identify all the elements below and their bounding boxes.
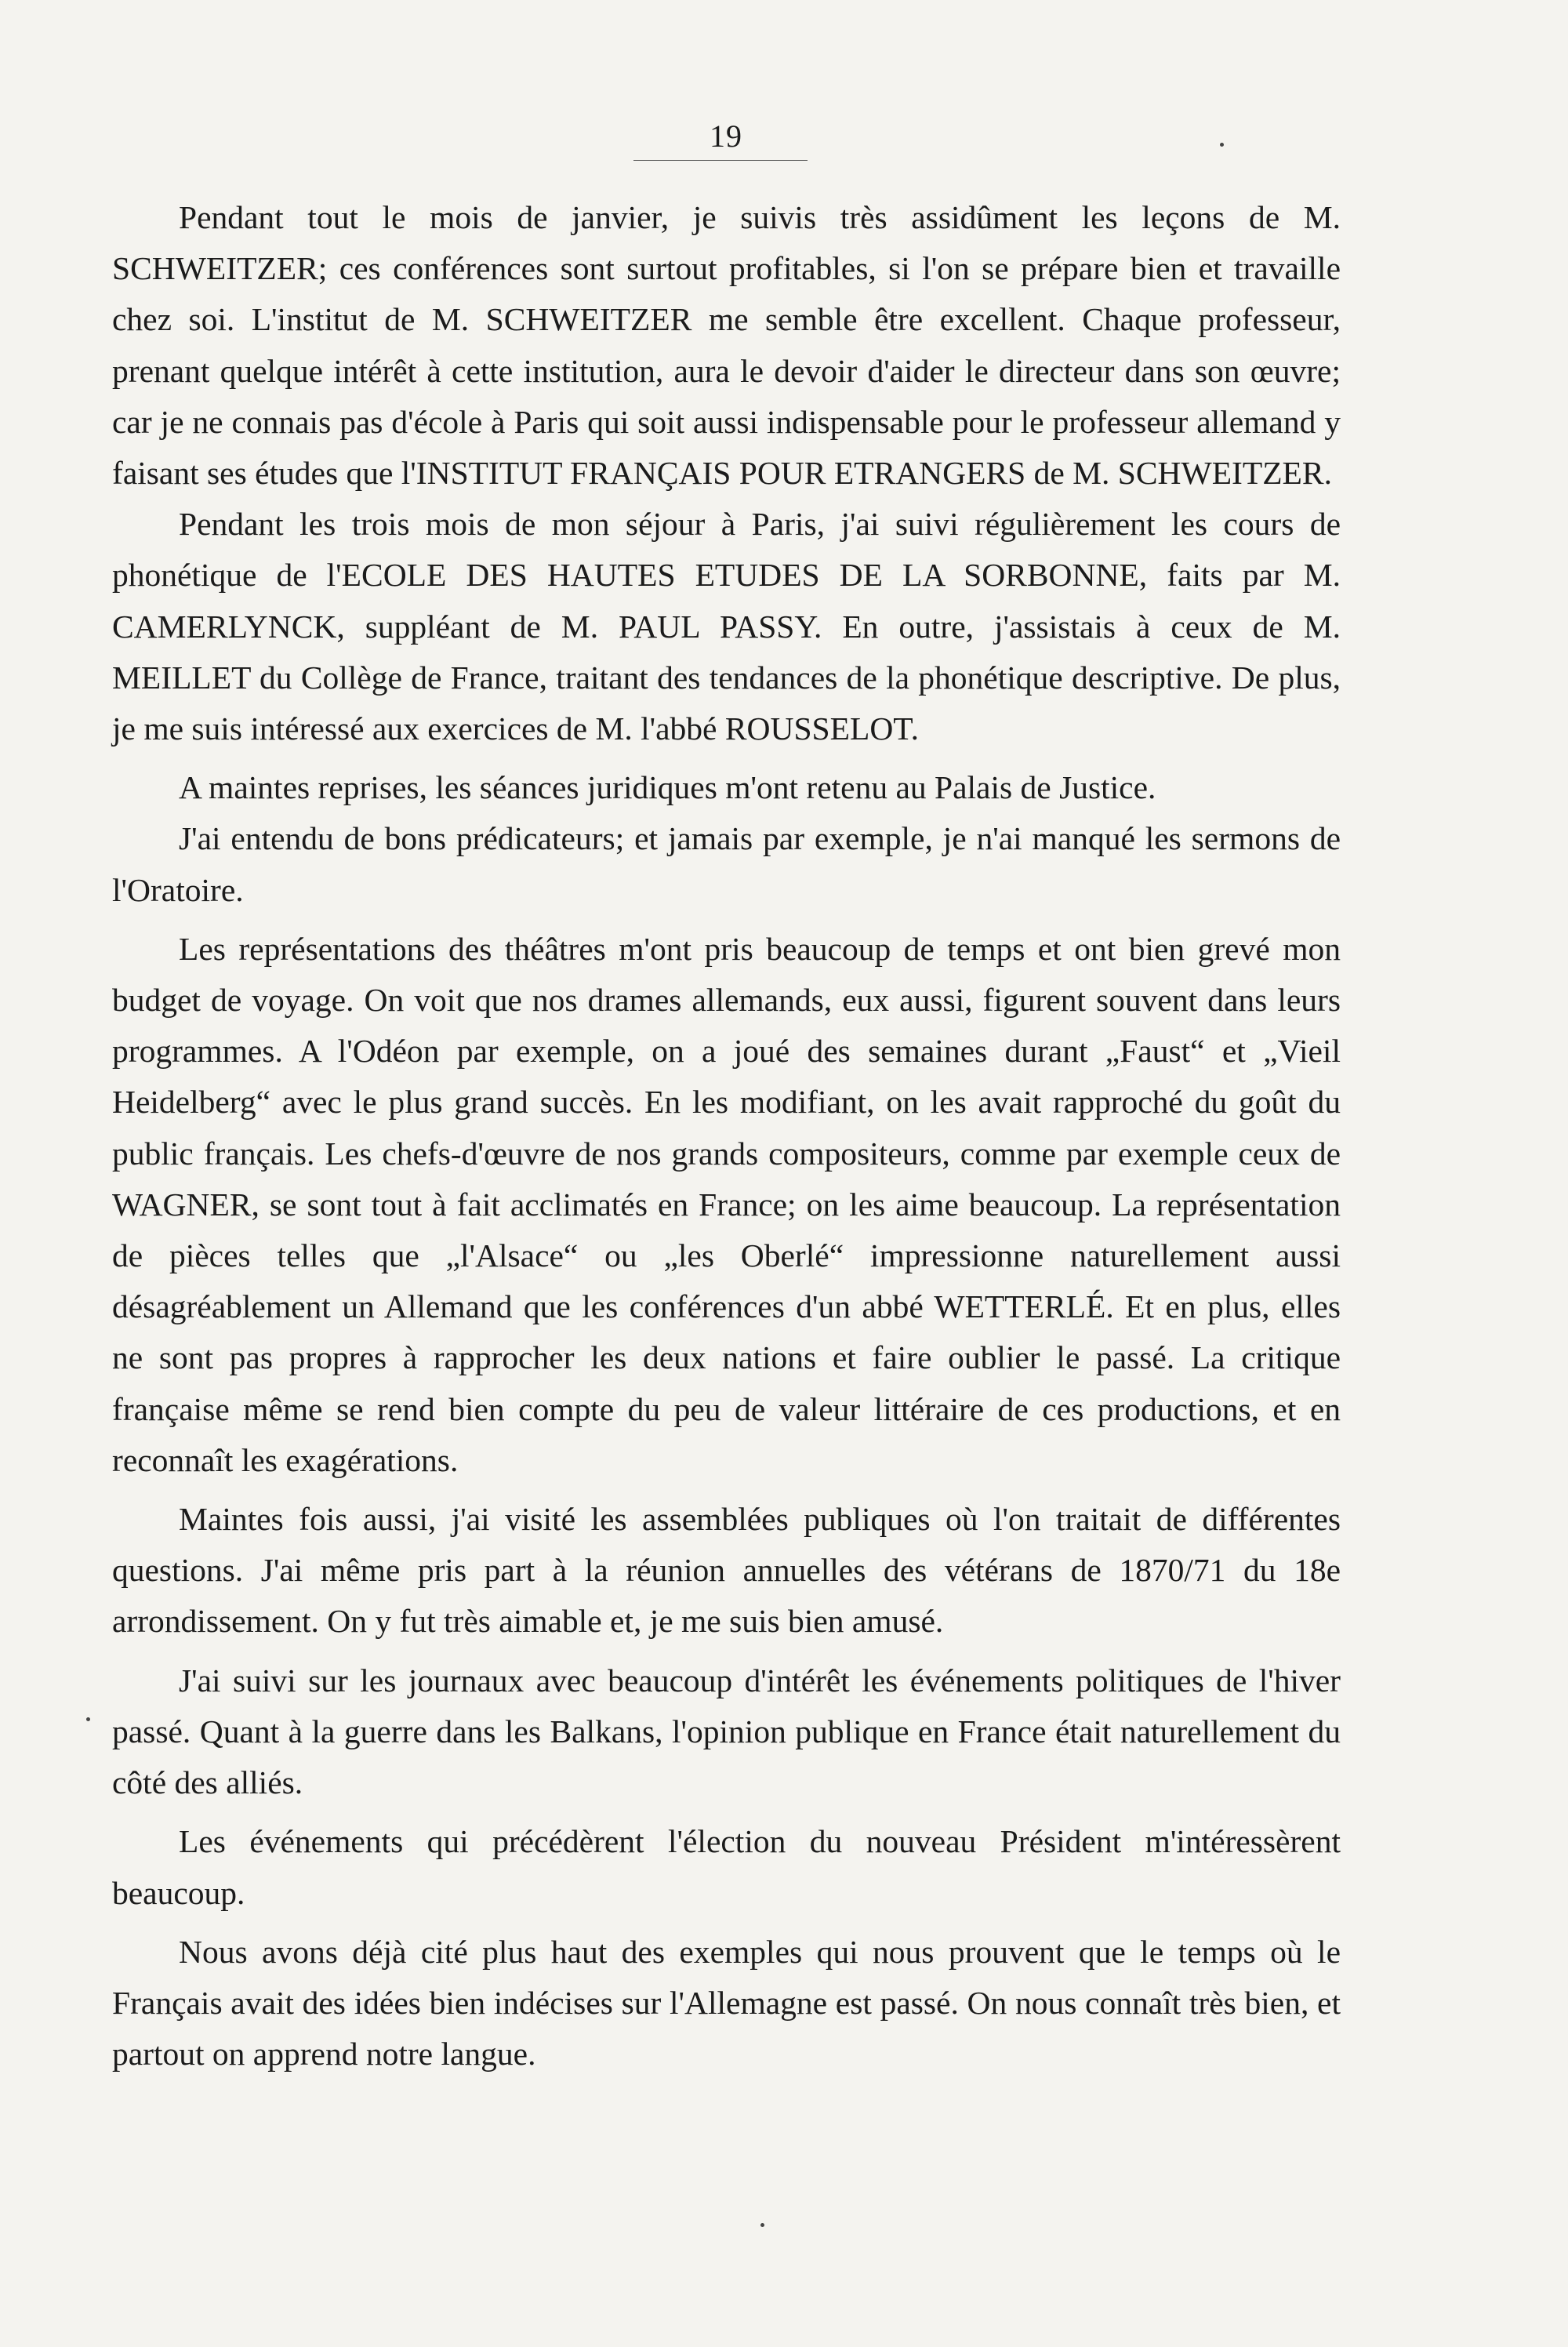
paragraph: Nous avons déjà cité plus haut des exemples qui nous prouvent que le temps où le Français avait des idées bien indécises sur l'Allemagne est passé. On nous connaît très bien, et partout on apprend notre langue. bbox=[112, 1933, 1341, 2073]
paragraph: J'ai suivi sur les journaux avec beaucoup d'intérêt les événements politiques de l'hiver passé. Quant à la guerre dans les Balkans, l'opinion publique en France était naturellement du côté des alliés. bbox=[112, 1662, 1341, 1801]
paragraph: Pendant tout le mois de janvier, je suivis très assidûment les leçons de M. SCHWEITZER; ces conférences sont surtout profitables, si l'on se prépare bien et travaille chez soi. L'institut de M. SCHWEITZER me semble être excellent. Chaque professeur, prenant quelque intérêt à cette institution, aura le devoir d'aider le directeur dans son œuvre; car je ne connais pas d'école à Paris qui soit aussi indispensable pour le professeur allemand y faisant ses études que l'INSTITUT FRANÇAIS POUR ETRANGERS de M. SCHWEITZER. bbox=[112, 199, 1341, 492]
margin-speck bbox=[760, 2223, 764, 2227]
header-rule bbox=[633, 160, 808, 161]
paragraph: Pendant les trois mois de mon séjour à Paris, j'ai suivi régulièrement les cours de phonétique de l'ECOLE DES HAUTES ETUDES DE LA SORBONNE, faits par M. CAMERLYNCK, suppléant de M. PAUL PASSY. En outre, j'assistais à ceux de M. MEILLET du Collège de France, traitant des tendances de la phonétique descriptive. De plus, je me suis intéressé aux exercices de M. l'abbé ROUSSELOT. bbox=[112, 506, 1341, 747]
body-text bbox=[112, 192, 1341, 2080]
paragraph: Maintes fois aussi, j'ai visité les assemblées publiques où l'on traitait de différentes questions. J'ai même pris part à la réunion annuelles des vétérans de 1870/71 du 18e arrondissement. On y fut très aimable et, je me suis bien amusé. bbox=[112, 1501, 1341, 1640]
paragraph: Les représentations des théâtres m'ont pris beaucoup de temps et ont bien grevé mon budget de voyage. On voit que nos drames allemands, eux aussi, figurent souvent dans leurs programmes. A l'Odéon par exemple, on a joué des semaines durant „Faust“ et „Vieil Heidelberg“ avec le plus grand succès. En les modifiant, on les avait rapproché du goût du public français. Les chefs-d'œuvre de nos grands compositeurs, comme par exemple ceux de WAGNER, se sont tout à fait acclimatés en France; on les aime beaucoup. La représentation de pièces telles que „l'Alsace“ ou „les Oberlé“ impressionne naturellement aussi désagréablement un Allemand que les conférences d'un abbé WETTERLÉ. Et en plus, elles ne sont pas propres à rapprocher les deux nations et faire oublier le passé. La critique française même se rend bien compte du peu de valeur littéraire de ces productions, et en reconnaît les exagérations. bbox=[112, 930, 1341, 1478]
paragraph: A maintes reprises, les séances juridiques m'ont retenu au Palais de Justice. bbox=[179, 769, 1156, 806]
page-number: 19 bbox=[710, 118, 742, 154]
margin-speck bbox=[1220, 143, 1224, 147]
margin-speck bbox=[86, 1717, 90, 1721]
paragraph: J'ai entendu de bons prédicateurs; et jamais par exemple, je n'ai manqué les sermons de l'Oratoire. bbox=[112, 820, 1341, 908]
paragraph: Les événements qui précédèrent l'élection du nouveau Président m'intéressèrent beaucoup. bbox=[112, 1823, 1341, 1911]
